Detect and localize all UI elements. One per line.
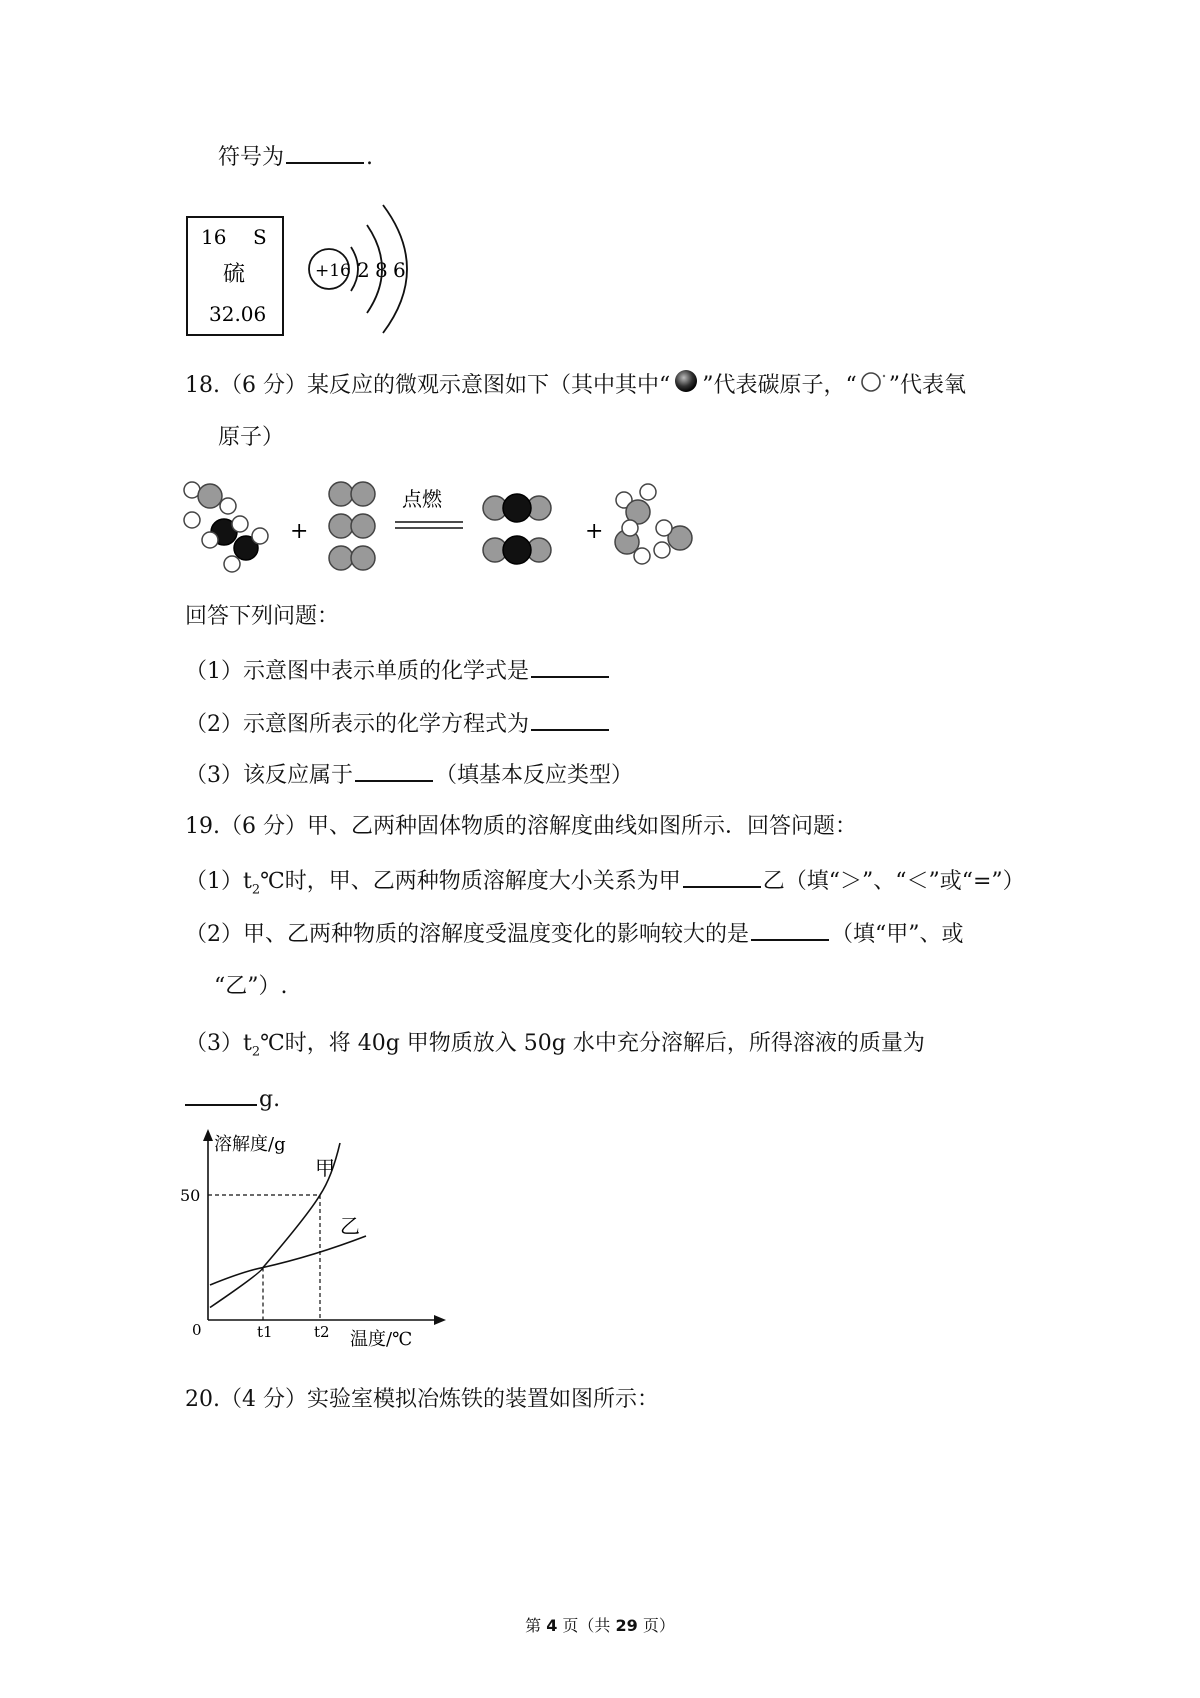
ignition-label: 点燃 <box>402 487 442 511</box>
q19-sub1-b: ℃时，甲、乙两种物质溶解度大小关系为甲 <box>260 869 681 894</box>
y-axis-arrow-icon <box>203 1129 213 1141</box>
q19-sub2-b: （填“甲”、或 <box>831 922 964 947</box>
element-number: 16 <box>201 225 227 249</box>
q18-stem-a: 18.（6 分）某反应的微观示意图如下（其中其中“ <box>185 373 671 398</box>
q20-stem: 20.（4 分）实验室模拟冶炼铁的装置如图所示： <box>185 1387 659 1412</box>
origin-label: 0 <box>192 1321 202 1339</box>
product-co2 <box>483 494 551 564</box>
footer-middle: 页（共 <box>557 1616 616 1635</box>
solubility-chart <box>180 1125 460 1355</box>
q18-prompt: 回答下列问题： <box>185 604 340 629</box>
q19-sub2-cont: “乙”）. <box>214 974 288 999</box>
q19-sub3-a: （3）t <box>185 1031 252 1056</box>
answer-blank <box>531 709 609 731</box>
q19-sub2 <box>185 919 964 950</box>
element-name: 硫 <box>223 262 246 287</box>
q18-stem-cont: 原子） <box>218 425 285 450</box>
shell-2-count: 8 <box>375 258 388 282</box>
x-tick-label: t1 <box>257 1323 273 1341</box>
q17-text: 符号为 <box>218 145 285 170</box>
reaction-diagram <box>180 478 760 578</box>
q18-sub2-text: （2）示意图所表示的化学方程式为 <box>185 712 529 737</box>
answer-blank <box>286 142 364 164</box>
carbon-atom-legend-icon <box>670 370 702 396</box>
y-axis-label: 溶解度/g <box>214 1134 286 1155</box>
answer-blank <box>185 1084 257 1106</box>
q19-sub3 <box>185 1029 925 1059</box>
q18-sub3 <box>185 760 633 791</box>
x-axis-label: 温度/℃ <box>350 1329 413 1350</box>
element-mass: 32.06 <box>209 302 267 326</box>
answer-blank <box>531 656 609 678</box>
q18-stem-c: ”代表氧 <box>888 373 966 398</box>
q17-tail <box>218 142 373 173</box>
q19-sub1-c: 乙（填“＞”、“＜”或“=”） <box>762 869 1025 894</box>
q19-sub3-b: ℃时，将 40g 甲物质放入 50g 水中充分溶解后，所得溶液的质量为 <box>260 1031 925 1056</box>
element-symbol: S <box>253 225 267 249</box>
footer-prefix: 第 <box>525 1616 547 1635</box>
page-number: 4 <box>546 1616 558 1635</box>
series-label-1: 甲 <box>315 1156 335 1180</box>
q19-sub2-a: （2）甲、乙两种物质的溶解度受温度变化的影响较大的是 <box>185 922 749 947</box>
q19-sub3-cont <box>185 1084 280 1115</box>
plus-sign-2: + <box>585 519 604 544</box>
answer-blank <box>355 760 433 782</box>
oxygen-atom-legend-icon <box>857 370 889 396</box>
shell-1-count: 2 <box>357 258 370 282</box>
answer-blank <box>683 866 761 888</box>
sulfur-figure <box>185 195 445 345</box>
q18-sub1 <box>185 656 611 687</box>
series-label-2: 乙 <box>340 1214 360 1238</box>
q18-sub3-a: （3）该反应属于 <box>185 763 353 788</box>
page-total: 29 <box>615 1616 638 1635</box>
page-footer <box>0 1613 1200 1636</box>
reactant-methane <box>184 482 268 572</box>
shell-3-count: 6 <box>393 258 406 282</box>
footer-suffix: 页） <box>637 1616 675 1635</box>
q19-sub1-a: （1）t <box>185 869 252 894</box>
q18-sub3-b: （填基本反应类型） <box>435 763 634 788</box>
nucleus-charge: +16 <box>315 261 351 281</box>
product-water <box>615 484 692 564</box>
q17-end: . <box>366 145 374 170</box>
q19-sub1-sub: 2 <box>251 882 261 898</box>
x-axis-arrow-icon <box>434 1315 446 1325</box>
q18-sub1-text: （1）示意图中表示单质的化学式是 <box>185 659 529 684</box>
q19-stem: 19.（6 分）甲、乙两种固体物质的溶解度曲线如图所示．回答问题： <box>185 814 857 839</box>
plus-sign-1: + <box>290 519 309 544</box>
q19-sub1 <box>185 866 1025 897</box>
q18-stem <box>185 370 966 401</box>
q19-sub3-sub: 2 <box>251 1044 261 1060</box>
y-tick-label: 50 <box>180 1186 201 1205</box>
reactant-oxygen <box>329 482 375 570</box>
series-curve-2 <box>210 1236 366 1285</box>
q18-stem-b: ”代表碳原子，“ <box>702 373 857 398</box>
q18-sub2 <box>185 709 611 740</box>
answer-blank <box>751 919 829 941</box>
x-tick-label: t2 <box>314 1323 330 1341</box>
q19-sub3-c: g. <box>259 1087 281 1112</box>
